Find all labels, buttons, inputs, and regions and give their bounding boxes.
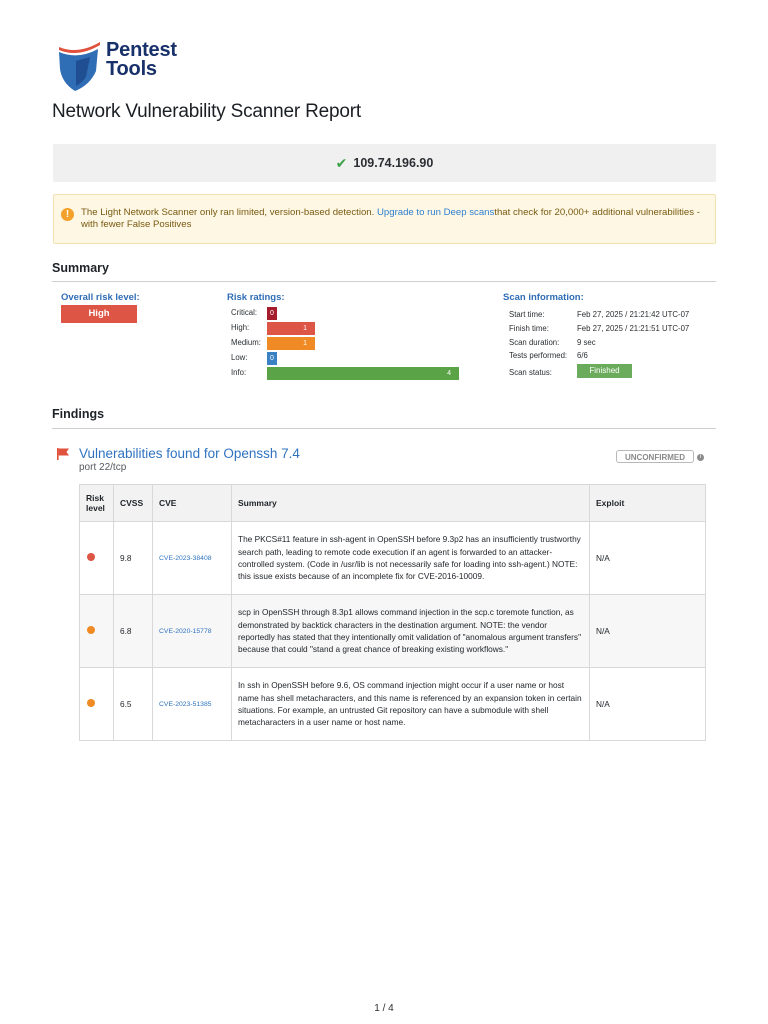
- risk-cell: [80, 595, 114, 668]
- risk-dot-icon: [87, 699, 95, 707]
- brand-line-1: Pentest: [106, 39, 177, 61]
- target-ip: 109.74.196.90: [353, 156, 434, 170]
- findings-heading: Findings: [52, 407, 105, 421]
- risk-rating-bar: 0: [267, 307, 277, 320]
- col-cve: CVE: [153, 485, 232, 522]
- cve-link[interactable]: CVE-2020-15778: [159, 627, 212, 635]
- risk-rating-bar: 1: [267, 337, 315, 350]
- scan-info-key: Scan duration:: [509, 338, 560, 347]
- cvss-cell: 6.5: [114, 668, 153, 741]
- summary-heading: Summary: [52, 261, 109, 275]
- overall-risk-badge: High: [61, 305, 137, 323]
- cve-cell: [153, 522, 232, 595]
- scan-status-badge: Finished: [577, 364, 632, 378]
- risk-rating-label: High:: [231, 323, 250, 332]
- findings-divider: [52, 428, 716, 429]
- flag-icon: [56, 447, 70, 461]
- summary-cell: In ssh in OpenSSH before 9.6, OS command injection might occur if a user name or host name has shell metacharacters, and this name is referenced by an expansion token in certain situations. For example, an untrusted Git repository can have a submodule with shell metacharacters in a user name or host name.: [232, 668, 590, 741]
- finding-port: port 22/tcp: [79, 462, 127, 473]
- summary-divider: [52, 281, 716, 282]
- cve-cell: [153, 668, 232, 741]
- warning-text: [81, 207, 711, 231]
- warning-banner: [53, 194, 716, 244]
- scan-info-key: Scan status:: [509, 368, 552, 377]
- warning-text-before: The Light Network Scanner only ran limited, version-based detection.: [81, 207, 375, 218]
- scan-info-value: Feb 27, 2025 / 21:21:42 UTC-07: [577, 310, 690, 319]
- risk-ratings-label: Risk ratings:: [227, 292, 285, 303]
- col-exploit: Exploit: [590, 485, 706, 522]
- overall-risk-label: Overall risk level:: [61, 292, 140, 303]
- col-cvss: CVSS: [114, 485, 153, 522]
- table-row: [80, 668, 706, 741]
- vulnerabilities-table: [79, 484, 706, 741]
- cve-link[interactable]: CVE-2023-51385: [159, 700, 212, 708]
- scan-info-value: 9 sec: [577, 338, 596, 347]
- risk-rating-label: Low:: [231, 353, 248, 362]
- checkmark-icon: ✔: [335, 154, 348, 171]
- risk-rating-label: Medium:: [231, 338, 261, 347]
- risk-rating-label: Info:: [231, 368, 247, 377]
- upgrade-link[interactable]: Upgrade to run Deep scans: [376, 207, 495, 218]
- risk-rating-row: [231, 322, 471, 335]
- risk-rating-bar: 1: [267, 322, 315, 335]
- risk-rating-row: [231, 307, 471, 320]
- finding-title: Vulnerabilities found for Openssh 7.4: [79, 446, 300, 461]
- cvss-cell: 9.8: [114, 522, 153, 595]
- table-row: [80, 595, 706, 668]
- table-row: [80, 522, 706, 595]
- summary-cell: scp in OpenSSH through 8.3p1 allows command injection in the scp.c toremote function, as demonstrated by backtick characters in the destination argument. NOTE: the vendor reportedly has stated that they intentionally omit validation of "anomalous argument transfers" because that could "stand a great chance of breaking existing workflows.": [232, 595, 590, 668]
- target-bar: [53, 144, 716, 182]
- risk-dot-icon: [87, 553, 95, 561]
- table-header-row: [80, 485, 706, 522]
- page-number: 1 / 4: [374, 1003, 394, 1014]
- cve-link[interactable]: CVE-2023-38408: [159, 554, 212, 562]
- exploit-cell: N/A: [590, 595, 706, 668]
- risk-rating-row: [231, 367, 471, 380]
- info-icon[interactable]: i: [697, 454, 704, 461]
- risk-cell: [80, 522, 114, 595]
- col-risk-level: Risk level: [80, 485, 114, 522]
- scan-info-value: 6/6: [577, 351, 588, 360]
- cve-cell: [153, 595, 232, 668]
- risk-rating-label: Critical:: [231, 308, 257, 317]
- scan-info-key: Finish time:: [509, 324, 549, 333]
- report-title: Network Vulnerability Scanner Report: [52, 101, 361, 122]
- brand-name: [106, 41, 177, 79]
- shield-icon: [56, 41, 102, 93]
- risk-rating-bar: 4: [267, 367, 459, 380]
- scan-info-label: Scan information:: [503, 292, 584, 303]
- exploit-cell: N/A: [590, 522, 706, 595]
- warning-icon: !: [61, 208, 74, 221]
- risk-dot-icon: [87, 626, 95, 634]
- risk-cell: [80, 668, 114, 741]
- summary-cell: The PKCS#11 feature in ssh-agent in OpenSSH before 9.3p2 has an insufficiently trustworthy search path, leading to remote code execution if an agent is forwarded to an attacker-controlled system. (Code in /usr/lib is not necessarily safe for loading into ssh-agent.) NOTE: this issue exists because of an incomplete fix for CVE-2016-10009.: [232, 522, 590, 595]
- cvss-cell: 6.8: [114, 595, 153, 668]
- pentest-tools-logo: [56, 41, 206, 93]
- scan-info-value: Feb 27, 2025 / 21:21:51 UTC-07: [577, 324, 690, 333]
- risk-rating-bar: 0: [267, 352, 277, 365]
- exploit-cell: N/A: [590, 668, 706, 741]
- warning-text-after: that check for 20,000+ additional vulnerabilities - with fewer False Positives: [81, 207, 700, 230]
- scan-info-key: Tests performed:: [509, 351, 568, 360]
- brand-line-2: Tools: [106, 58, 157, 80]
- risk-rating-row: [231, 352, 471, 365]
- col-summary: Summary: [232, 485, 590, 522]
- risk-rating-row: [231, 337, 471, 350]
- unconfirmed-badge: UNCONFIRMED: [616, 450, 694, 463]
- scan-info-key: Start time:: [509, 310, 545, 319]
